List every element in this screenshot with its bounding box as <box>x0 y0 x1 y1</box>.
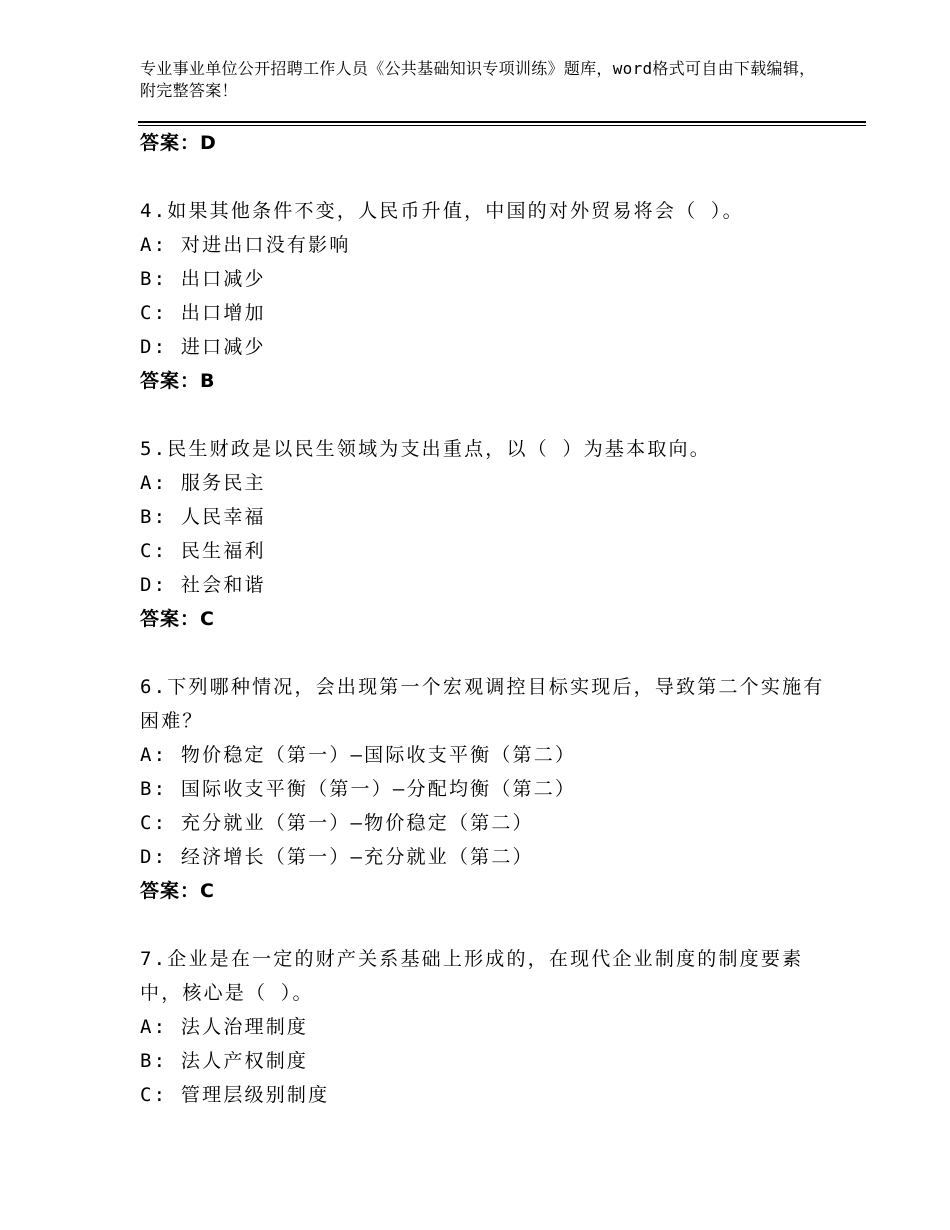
option-a: A: 法人治理制度 <box>140 1016 309 1038</box>
question-block-4 <box>140 194 840 398</box>
option-c: C: 管理层级别制度 <box>140 1084 330 1106</box>
option-b: B: 法人产权制度 <box>140 1050 309 1072</box>
option-b: B: 人民幸福 <box>140 506 266 528</box>
question-stem: 5.民生财政是以民生领域为支出重点，以（ ）为基本取向。 <box>140 438 711 460</box>
header-rule-thick <box>138 121 866 123</box>
option-a: A: 物价稳定（第一）—国际收支平衡（第二） <box>140 744 577 766</box>
option-b: B: 国际收支平衡（第一）—分配均衡（第二） <box>140 778 577 800</box>
question-stem: 7.企业是在一定的财产关系基础上形成的，在现代企业制度的制度要素中，核心是（ ）。 <box>140 948 804 1004</box>
option-b: B: 出口减少 <box>140 268 266 290</box>
option-a: A: 服务民主 <box>140 472 266 494</box>
option-d: D: 经济增长（第一）—充分就业（第二） <box>140 846 534 868</box>
answer-label: 答案：D <box>140 132 217 154</box>
question-block-6 <box>140 670 840 908</box>
option-d: D: 进口减少 <box>140 336 266 358</box>
option-a: A: 对进出口没有影响 <box>140 234 351 256</box>
option-c: C: 民生福利 <box>140 540 266 562</box>
answer-label: 答案：C <box>140 880 215 902</box>
answer-label: 答案：B <box>140 370 216 392</box>
document-header: 专业事业单位公开招聘工作人员《公共基础知识专项训练》题库，word格式可自由下载编辑，附完整答案！ <box>140 59 816 100</box>
question-block-7 <box>140 942 840 1112</box>
option-c: C: 出口增加 <box>140 302 266 324</box>
answer-label: 答案：C <box>140 608 215 630</box>
document-content <box>140 126 840 1112</box>
option-c: C: 充分就业（第一）—物价稳定（第二） <box>140 812 534 834</box>
question-block-5 <box>140 432 840 636</box>
option-d: D: 社会和谐 <box>140 574 266 596</box>
question-stem: 4.如果其他条件不变，人民币升值，中国的对外贸易将会（ ）。 <box>140 200 744 222</box>
question-stem: 6.下列哪种情况，会出现第一个宏观调控目标实现后，导致第二个实施有困难？ <box>140 676 825 732</box>
